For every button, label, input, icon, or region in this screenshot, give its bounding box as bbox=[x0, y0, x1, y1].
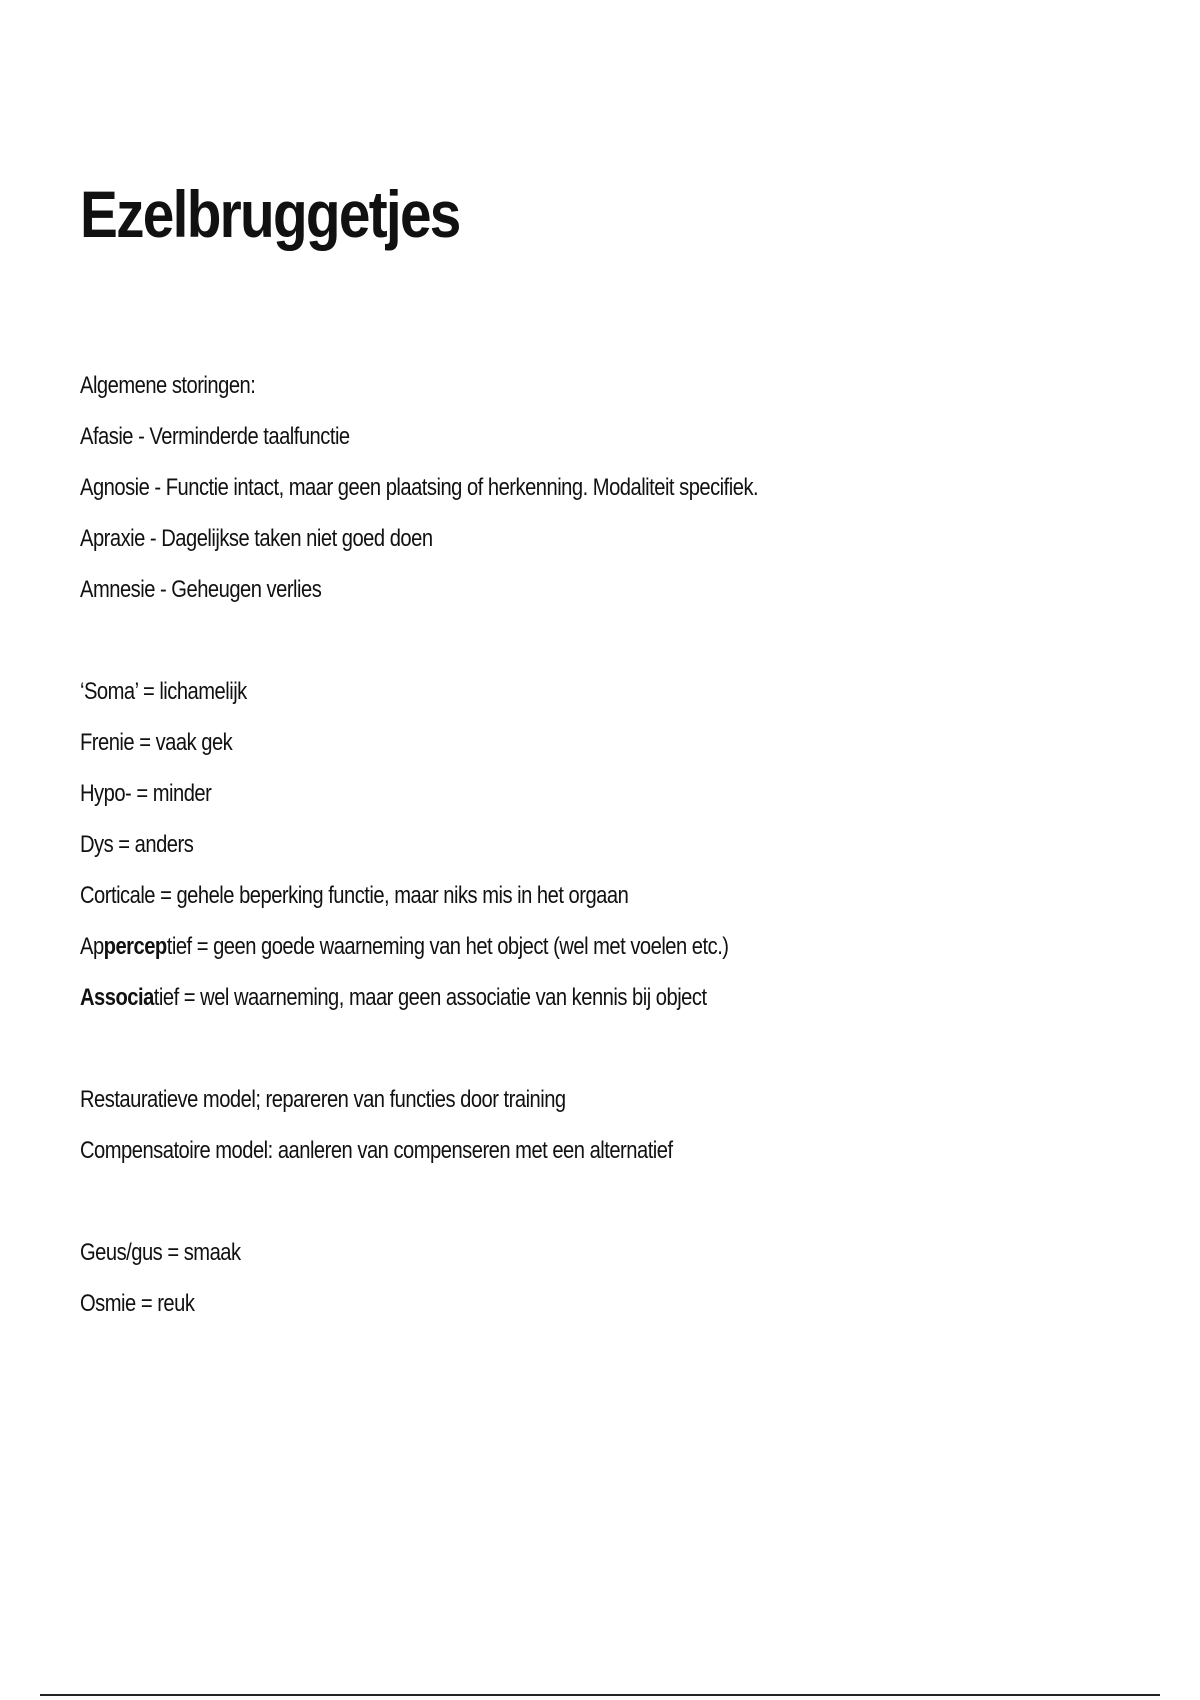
line-hypo: Hypo- = minder bbox=[80, 780, 212, 807]
document-body bbox=[80, 360, 1140, 1329]
line-amnesie: Amnesie - Geheugen verlies bbox=[80, 576, 322, 603]
line-geus: Geus/gus = smaak bbox=[80, 1239, 241, 1266]
line-frenie: Frenie = vaak gek bbox=[80, 729, 233, 756]
line-osmie: Osmie = reuk bbox=[80, 1290, 195, 1317]
paragraph-gap bbox=[80, 1176, 1140, 1227]
text-suffix: tief = wel waarneming, maar geen associatie van kennis bij object bbox=[153, 984, 707, 1011]
line-afasie: Afasie - Verminderde taalfunctie bbox=[80, 423, 350, 450]
line-apperceptief bbox=[80, 921, 970, 972]
line-agnosie: Agnosie - Functie intact, maar geen plaatsing of herkenning. Modaliteit specifiek. bbox=[80, 474, 759, 501]
line-corticale: Corticale = gehele beperking functie, maar niks mis in het orgaan bbox=[80, 882, 629, 909]
line-dys: Dys = anders bbox=[80, 831, 194, 858]
text-suffix: tief = geen goede waarneming van het object (wel met voelen etc.) bbox=[166, 933, 729, 960]
paragraph-gap bbox=[80, 1023, 1140, 1074]
footer-divider bbox=[40, 1694, 1160, 1696]
line-algemene-storingen: Algemene storingen: bbox=[80, 372, 256, 399]
emphasis-text: Associa bbox=[80, 984, 154, 1011]
emphasis-text: percep bbox=[103, 933, 167, 960]
line-associatief bbox=[80, 972, 970, 1023]
line-restauratieve-model: Restauratieve model; repareren van functies door training bbox=[80, 1086, 566, 1113]
text-prefix: Ap bbox=[80, 933, 104, 960]
line-compensatoire-model: Compensatoire model: aanleren van compenseren met een alternatief bbox=[80, 1137, 673, 1164]
paragraph-gap bbox=[80, 615, 1140, 666]
line-soma: ‘Soma’ = lichamelijk bbox=[80, 678, 247, 705]
page-title: Ezelbruggetjes bbox=[80, 177, 460, 251]
line-apraxie: Apraxie - Dagelijkse taken niet goed doen bbox=[80, 525, 433, 552]
